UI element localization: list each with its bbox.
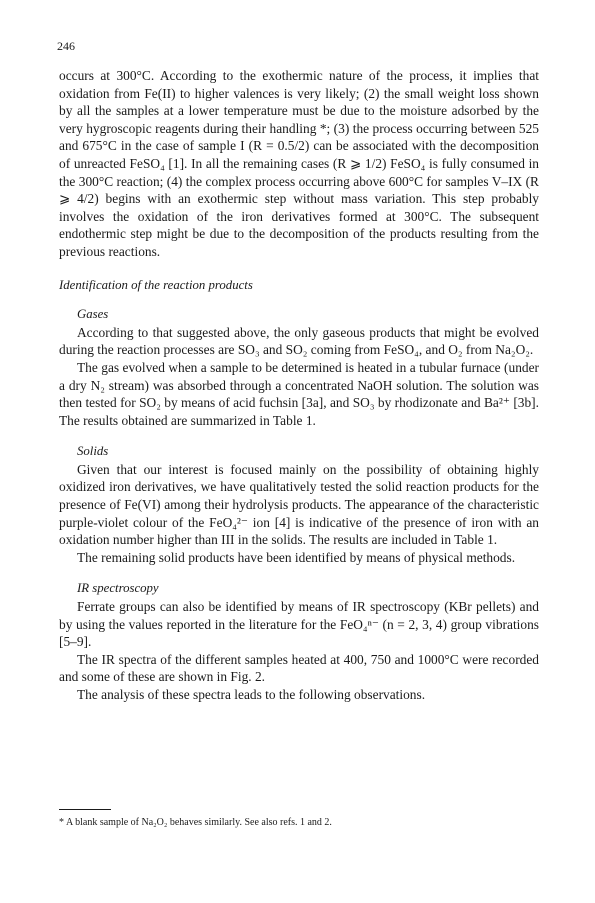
paragraph-ferrate-ir: Ferrate groups can also be identified by means of IR spectroscopy (KBr pellets) and by using the values reported in the literature for the FeO₄ⁿ⁻ (n = 2, 3, 4) group vibrations [5–9]. [59,599,539,650]
section-heading-identification: Identification of the reaction products [59,277,253,292]
paragraph-gases: According to that suggested above, the only gaseous products that might be evolved during the reaction processes are SO₃ and SO₂ coming from FeSO₄, and O₂ from Na₂O₂. [59,324,539,358]
footnote: * A blank sample of Na₂O₂ behaves similarly. See also refs. 1 and 2. [59,817,332,828]
footnote-divider [59,809,111,810]
subheading-ir-spectroscopy: IR spectroscopy [77,581,159,596]
subheading-solids: Solids [77,444,109,459]
paragraph-solids: Given that our interest is focused mainly on the possibility of obtaining highly oxidized iron derivatives, we have qualitatively tested the solid reaction products for the presence of Fe(VI) among their hydrolysis products. The appearance of the characteristic purple-violet colour of the FeO₄²⁻ ion [4] is indicative of the presence of iron with an oxidation number higher than III in the solids. The results are included in Table 1. [59,461,539,548]
paragraph-thermal-analysis: occurs at 300°C. According to the exothermic nature of the process, it implies that oxidation from Fe(II) to higher valences is very likely; (2) the small weight loss shown by all the samples at a lower temperature must be due to the moisture adsorbed by the very hygroscopic reagents during their handling *; (3) the process occurring between 525 and 675°C in the case of sample I (R = 0.5/2) can be associated with the decomposition of unreacted FeSO₄ [1]. In all the remaining cases (R ⩾ 1/2) FeSO₄ is fully consumed in the 300°C reaction; (4) the complex process occurring above 600°C for samples V–IX (R ⩾ 4/2) begins with an exothermic step without mass variation. This step probably involves the oxidation of the iron derivatives formed at 300°C. The subsequent endothermic step might be due to the decomposition of the products resulting from the previous reactions. [59,68,539,259]
paragraph-ir-spectra: The IR spectra of the different samples heated at 400, 750 and 1000°C were recorded and some of these are shown in Fig. 2. [59,651,539,685]
body-text [59,67,539,704]
page-number: 246 [57,39,75,53]
paragraph-gas-test: The gas evolved when a sample to be determined is heated in a tubular furnace (under a dry N₂ stream) was absorbed through a concentrated NaOH solution. The solution was then tested for SO₂ by means of acid fuchsin [3a], and SO₃ by rhodizonate and Ba²⁺ [3b]. The results obtained are summarized in Table 1. [59,359,539,428]
paragraph-observations: The analysis of these spectra leads to the following observations. [77,687,426,702]
paragraph-physical-methods: The remaining solid products have been identified by means of physical methods. [77,549,516,565]
subheading-gases: Gases [77,307,109,322]
